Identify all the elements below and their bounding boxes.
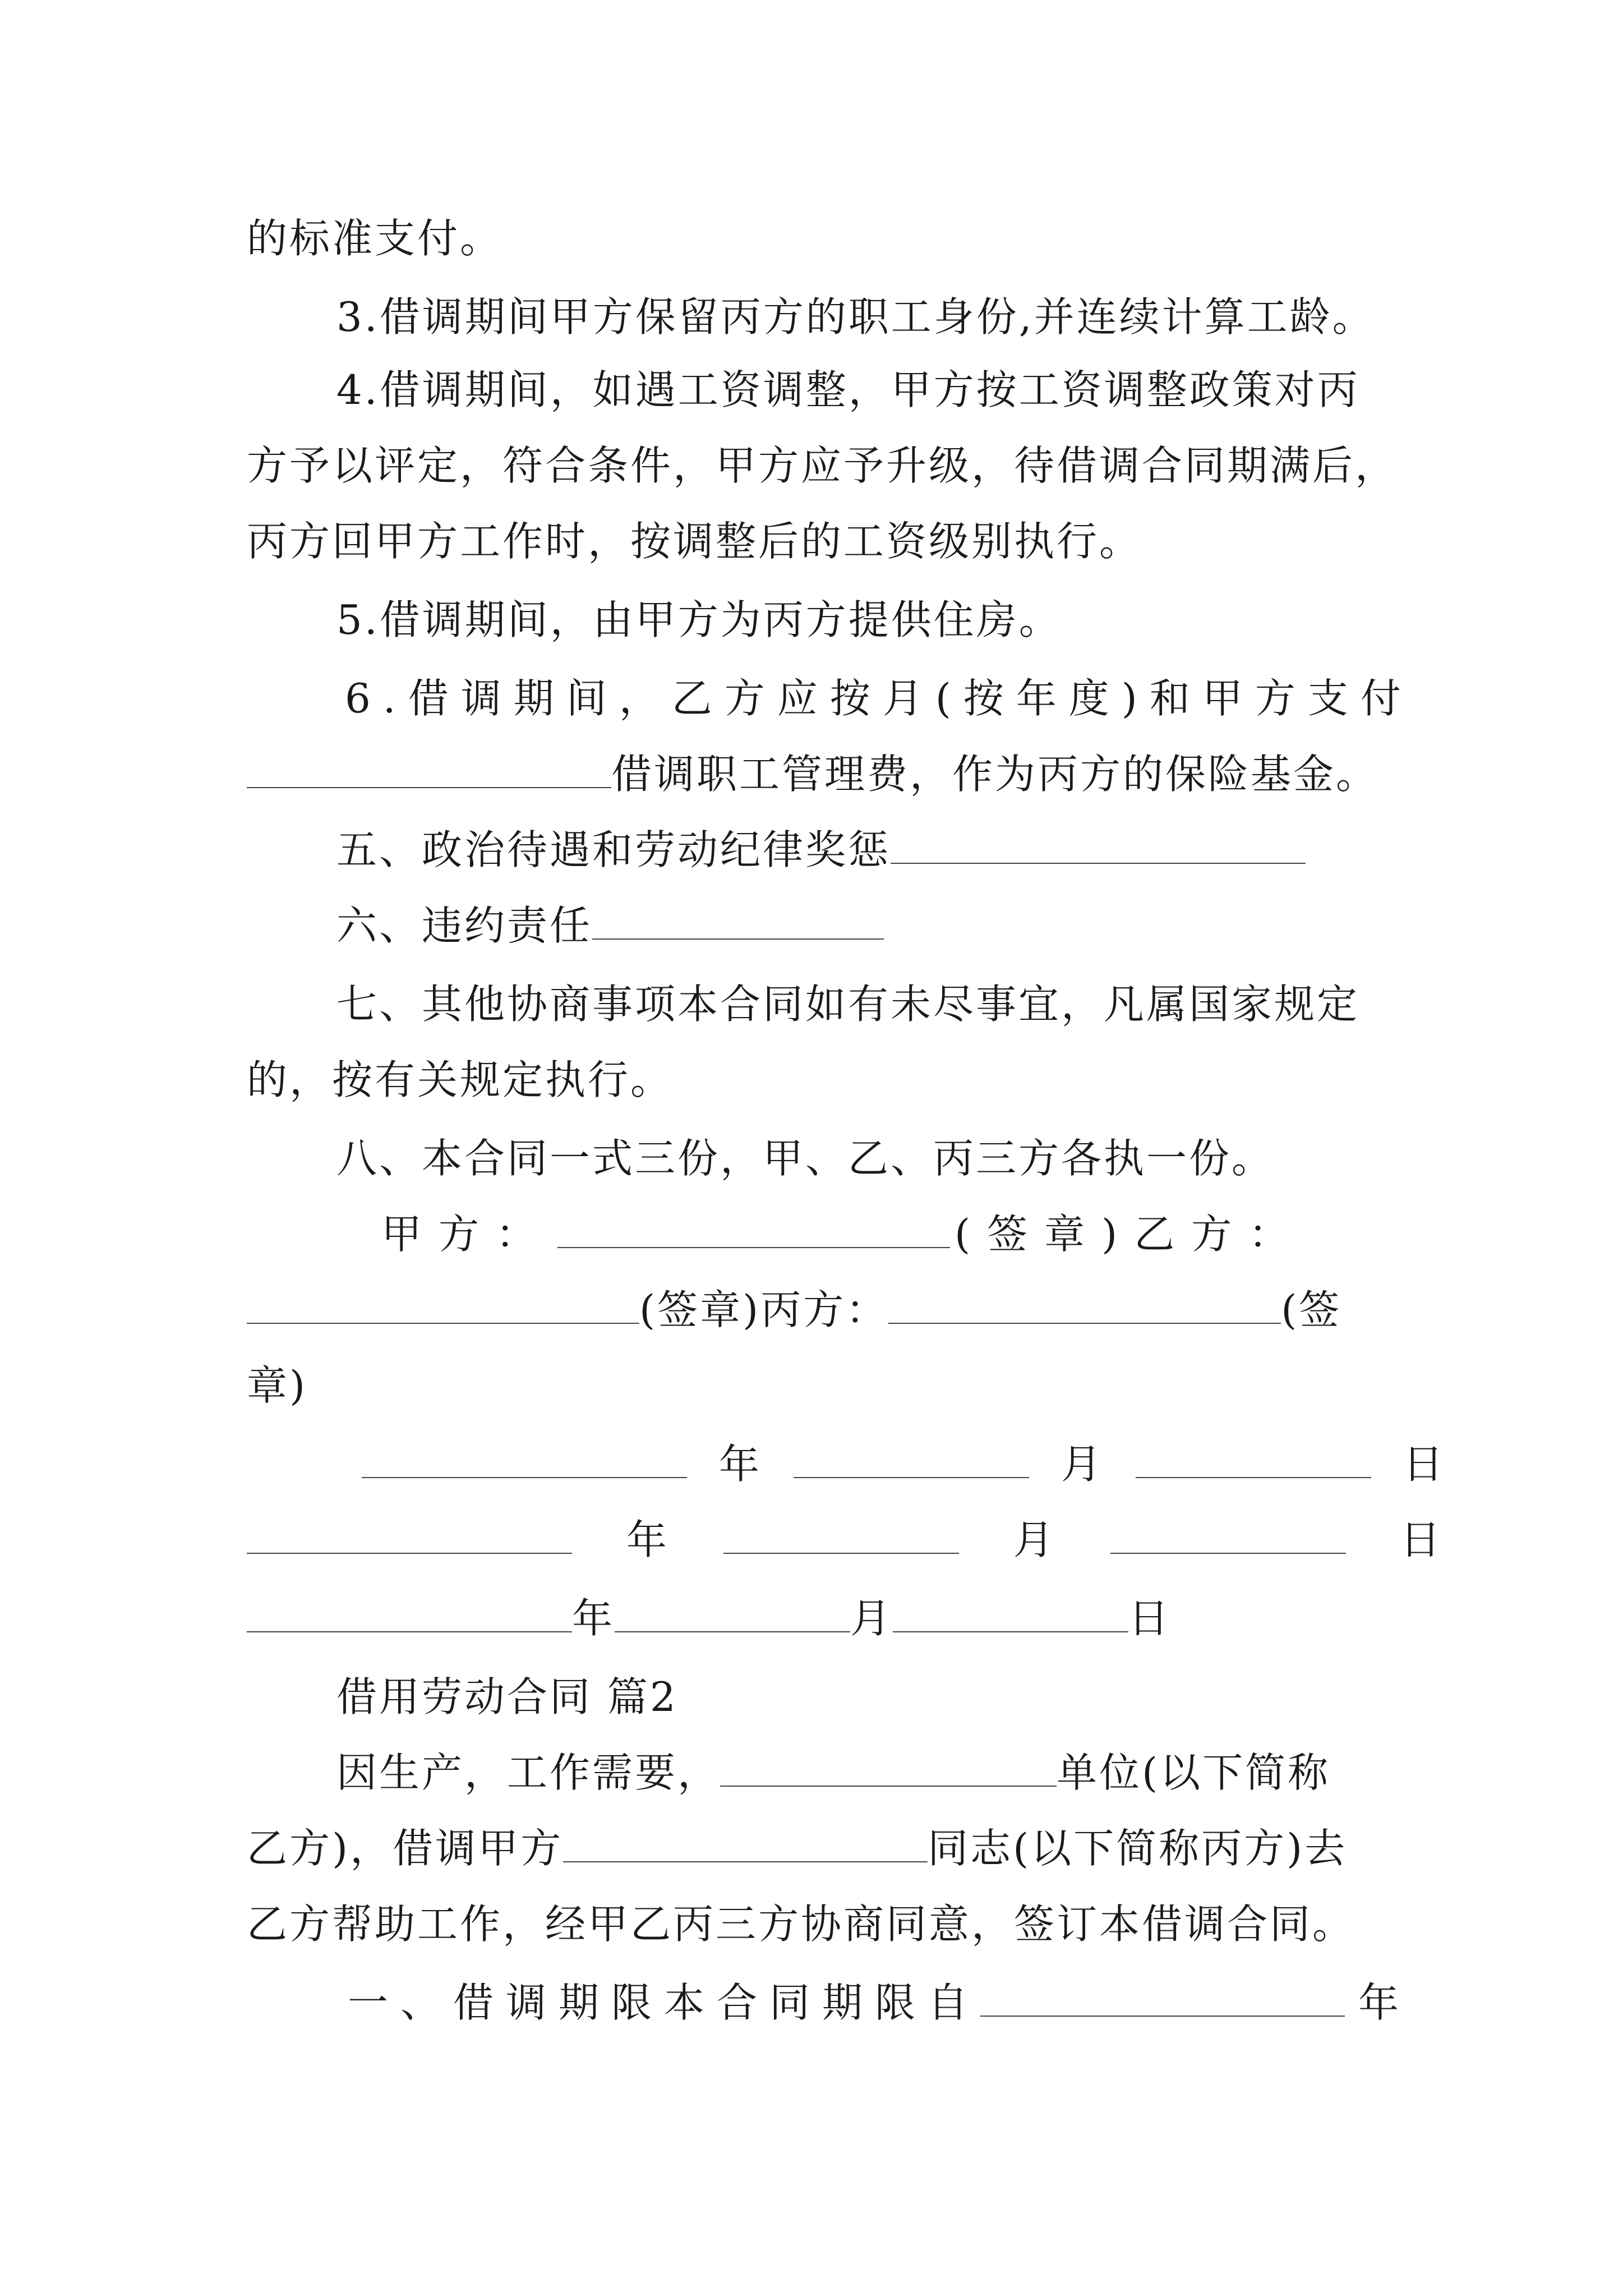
intro-text: 同志(以下简称丙方)去 xyxy=(928,1825,1348,1872)
party-b-signature-blank[interactable] xyxy=(247,1289,639,1324)
year-label: 年 xyxy=(626,1516,669,1563)
clause-6-line1: 6.借调期间，乙方应按月(按年度)和甲方支付 xyxy=(345,675,1413,722)
date-line-2 xyxy=(247,1515,1443,1565)
comrade-blank[interactable] xyxy=(563,1828,928,1862)
day-blank[interactable] xyxy=(893,1598,1128,1632)
year-blank[interactable] xyxy=(362,1443,687,1478)
section-5 xyxy=(336,825,1374,875)
fill-blank[interactable] xyxy=(247,753,611,788)
party-a-signature-blank[interactable] xyxy=(557,1213,950,1248)
year-label: 年 xyxy=(718,1441,762,1488)
section-5-text: 五、政治待遇和劳动纪律奖惩 xyxy=(336,826,891,873)
year-blank[interactable] xyxy=(247,1519,572,1554)
party-a-label: 甲方： xyxy=(381,1211,554,1258)
day-blank[interactable] xyxy=(1110,1519,1346,1554)
year-label: 年 xyxy=(572,1595,615,1642)
intro-line2 xyxy=(247,1823,1374,1874)
clause-3: 3.借调期间甲方保留丙方的职工身份,并连续计算工龄。 xyxy=(336,293,1375,341)
party-c-label: (签章)丙方： xyxy=(639,1286,889,1333)
section-6-text: 六、违约责任 xyxy=(336,902,593,949)
seal-label: (签 xyxy=(1281,1286,1342,1333)
month-blank[interactable] xyxy=(615,1598,850,1632)
term-text: 一、借调期限本合同期限自 xyxy=(348,1979,981,2026)
day-blank[interactable] xyxy=(1136,1443,1371,1478)
start-year-blank[interactable] xyxy=(980,1982,1345,2017)
section-6 xyxy=(336,900,1374,951)
intro-text: 单位(以下简称 xyxy=(1057,1749,1331,1796)
unit-blank[interactable] xyxy=(720,1752,1057,1787)
month-label: 月 xyxy=(1061,1441,1104,1488)
month-label: 月 xyxy=(850,1595,893,1642)
signature-line-3: 章) xyxy=(247,1362,308,1409)
clause-4-line2: 方予以评定，符合条件，甲方应予升级，待借调合同期满后， xyxy=(247,442,1398,489)
section-title: 借用劳动合同 篇2 xyxy=(336,1673,678,1720)
party-c-signature-blank[interactable] xyxy=(888,1289,1281,1324)
year-label: 年 xyxy=(1358,1979,1401,2026)
month-blank[interactable] xyxy=(794,1443,1029,1478)
section-8: 八、本合同一式三份，甲、乙、丙三方各执一份。 xyxy=(336,1135,1275,1182)
signature-line-2 xyxy=(247,1285,1374,1335)
clause-4-line3: 丙方回甲方工作时，按调整后的工资级别执行。 xyxy=(247,518,1142,565)
day-label: 日 xyxy=(1128,1595,1172,1642)
clause-5: 5.借调期间，由甲方为丙方提供住房。 xyxy=(336,596,1062,643)
intro-text: 因生产，工作需要， xyxy=(336,1749,721,1796)
month-label: 月 xyxy=(1013,1516,1056,1563)
section-7-line2: 的，按有关规定执行。 xyxy=(247,1056,674,1103)
intro-line1 xyxy=(336,1747,1374,1798)
date-line-1 xyxy=(362,1439,1489,1489)
paragraph-line: 的标准支付。 xyxy=(247,215,503,262)
date-line-3 xyxy=(247,1593,1374,1644)
section-7-line1: 七、其他协商事项本合同如有未尽事宜，凡属国家规定 xyxy=(336,981,1360,1028)
day-label: 日 xyxy=(1400,1516,1443,1563)
day-label: 日 xyxy=(1403,1441,1446,1488)
intro-line3: 乙方帮助工作，经甲乙丙三方协商同意，签订本借调合同。 xyxy=(247,1901,1355,1948)
clause-4-line1: 4.借调期间，如遇工资调整，甲方按工资调整政策对丙 xyxy=(336,366,1360,413)
clause-6-text: 借调职工管理费，作为丙方的保险基金。 xyxy=(611,751,1379,798)
intro-text: 乙方)，借调甲方 xyxy=(247,1825,564,1872)
fill-blank[interactable] xyxy=(891,829,1306,864)
year-blank[interactable] xyxy=(247,1598,572,1632)
fill-blank[interactable] xyxy=(592,905,884,940)
party-b-label: (签章)乙方： xyxy=(955,1211,1306,1258)
term-line xyxy=(348,1977,1401,2028)
signature-line-1 xyxy=(381,1209,1509,1259)
month-blank[interactable] xyxy=(723,1519,959,1554)
clause-6-line2 xyxy=(247,749,1379,799)
